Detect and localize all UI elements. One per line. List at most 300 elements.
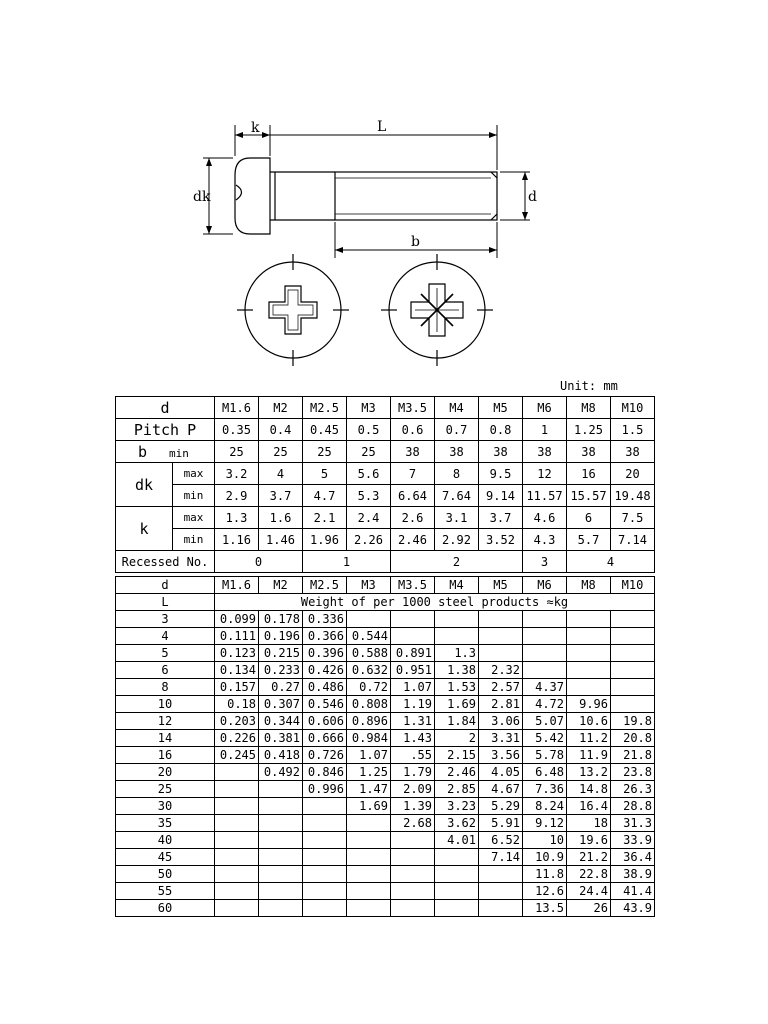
phillips-recess-icon bbox=[237, 254, 349, 366]
table-row bbox=[116, 397, 655, 419]
weight-value: 0.486 bbox=[303, 679, 347, 696]
k-min-value: 1.96 bbox=[303, 529, 347, 551]
size-header: M10 bbox=[611, 397, 655, 419]
table-row bbox=[116, 577, 655, 594]
pitch-value: 0.45 bbox=[303, 419, 347, 441]
weight-value: 3.56 bbox=[479, 747, 523, 764]
b-value: 38 bbox=[435, 441, 479, 463]
weight-value: 0.381 bbox=[259, 730, 303, 747]
table-row bbox=[116, 696, 655, 713]
weight-value: 0.426 bbox=[303, 662, 347, 679]
dk-min-value: 19.48 bbox=[611, 485, 655, 507]
k-min-value: 2.26 bbox=[347, 529, 391, 551]
pitch-symbol: P bbox=[187, 420, 197, 439]
k-min-value: 5.7 bbox=[567, 529, 611, 551]
size-header: M3 bbox=[347, 577, 391, 594]
weight-value bbox=[391, 832, 435, 849]
length-value: 8 bbox=[116, 679, 215, 696]
weight-value bbox=[391, 611, 435, 628]
dk-min-value: 15.57 bbox=[567, 485, 611, 507]
length-value: 16 bbox=[116, 747, 215, 764]
weight-value bbox=[259, 900, 303, 917]
k-max-value: 4.6 bbox=[523, 507, 567, 529]
size-header: M6 bbox=[523, 397, 567, 419]
weight-value bbox=[567, 662, 611, 679]
pitch-value: 0.5 bbox=[347, 419, 391, 441]
weight-value: 18 bbox=[567, 815, 611, 832]
table-row bbox=[116, 713, 655, 730]
weight-value: 0.632 bbox=[347, 662, 391, 679]
k-max-value: 2.6 bbox=[391, 507, 435, 529]
weight-value: 1.79 bbox=[391, 764, 435, 781]
screw-drawing bbox=[115, 100, 655, 385]
length-value: 40 bbox=[116, 832, 215, 849]
header-d: d bbox=[116, 577, 215, 594]
b-value: 25 bbox=[347, 441, 391, 463]
table-row bbox=[116, 485, 655, 507]
size-header: M3 bbox=[347, 397, 391, 419]
table-row bbox=[116, 551, 655, 573]
recessed-value: 1 bbox=[303, 551, 391, 573]
table-row bbox=[116, 441, 655, 463]
recessed-value: 2 bbox=[391, 551, 523, 573]
weight-value bbox=[611, 696, 655, 713]
weight-value: 5.78 bbox=[523, 747, 567, 764]
weight-value bbox=[215, 883, 259, 900]
size-header: M2 bbox=[259, 397, 303, 419]
weight-value: 13.2 bbox=[567, 764, 611, 781]
weight-value: 11.8 bbox=[523, 866, 567, 883]
size-header: M10 bbox=[611, 577, 655, 594]
k-min-value: 4.3 bbox=[523, 529, 567, 551]
weight-value: 0.336 bbox=[303, 611, 347, 628]
b-value: 38 bbox=[567, 441, 611, 463]
weight-value bbox=[303, 832, 347, 849]
weight-value: 1.25 bbox=[347, 764, 391, 781]
weight-value bbox=[567, 645, 611, 662]
weight-value: 0.588 bbox=[347, 645, 391, 662]
k-max-value: 1.3 bbox=[215, 507, 259, 529]
weight-value: 10.9 bbox=[523, 849, 567, 866]
dk-max-value: 4 bbox=[259, 463, 303, 485]
table-row bbox=[116, 883, 655, 900]
weight-value bbox=[215, 900, 259, 917]
weight-value: 14.8 bbox=[567, 781, 611, 798]
weight-value: 4.72 bbox=[523, 696, 567, 713]
dk-max-value: 7 bbox=[391, 463, 435, 485]
weight-value: 0.891 bbox=[391, 645, 435, 662]
dk-max-value: 5 bbox=[303, 463, 347, 485]
weight-value bbox=[347, 883, 391, 900]
weight-value: 13.5 bbox=[523, 900, 567, 917]
weight-value: 16.4 bbox=[567, 798, 611, 815]
weight-value bbox=[259, 781, 303, 798]
table-row bbox=[116, 679, 655, 696]
weight-value: 7.14 bbox=[479, 849, 523, 866]
table-row bbox=[116, 463, 655, 485]
weight-value: 12.6 bbox=[523, 883, 567, 900]
weight-value: 2.81 bbox=[479, 696, 523, 713]
b-value: 38 bbox=[479, 441, 523, 463]
weight-value: 7.36 bbox=[523, 781, 567, 798]
recessed-label: Recessed No. bbox=[116, 551, 215, 573]
pitch-value: 1 bbox=[523, 419, 567, 441]
weight-value bbox=[523, 628, 567, 645]
weight-value: 0.951 bbox=[391, 662, 435, 679]
table-row bbox=[116, 419, 655, 441]
length-value: 35 bbox=[116, 815, 215, 832]
weight-value: 0.996 bbox=[303, 781, 347, 798]
weight-value: 4.01 bbox=[435, 832, 479, 849]
dk-max-value: 3.2 bbox=[215, 463, 259, 485]
weight-value bbox=[391, 883, 435, 900]
weight-value: 1.39 bbox=[391, 798, 435, 815]
size-header: M3.5 bbox=[391, 397, 435, 419]
weight-value: 0.245 bbox=[215, 747, 259, 764]
dk-min-value: 3.7 bbox=[259, 485, 303, 507]
size-header: M1.6 bbox=[215, 577, 259, 594]
weight-value: 1.07 bbox=[391, 679, 435, 696]
weight-value: 38.9 bbox=[611, 866, 655, 883]
weight-value: 1.53 bbox=[435, 679, 479, 696]
weight-value: 5.07 bbox=[523, 713, 567, 730]
weight-value: 0.606 bbox=[303, 713, 347, 730]
k-min-value: 1.16 bbox=[215, 529, 259, 551]
weight-value bbox=[391, 866, 435, 883]
weight-value bbox=[567, 679, 611, 696]
weight-value bbox=[611, 645, 655, 662]
weight-value: 20.8 bbox=[611, 730, 655, 747]
length-value: 4 bbox=[116, 628, 215, 645]
k-max-value: 2.1 bbox=[303, 507, 347, 529]
table-row bbox=[116, 611, 655, 628]
weight-value bbox=[347, 849, 391, 866]
weight-value bbox=[435, 611, 479, 628]
dk-label: dk bbox=[116, 463, 173, 507]
weight-value: 3.06 bbox=[479, 713, 523, 730]
dk-max-value: 8 bbox=[435, 463, 479, 485]
weight-value bbox=[479, 628, 523, 645]
k-min-value: 2.46 bbox=[391, 529, 435, 551]
weight-value bbox=[391, 900, 435, 917]
weight-value bbox=[611, 679, 655, 696]
weight-value: 1.19 bbox=[391, 696, 435, 713]
weight-value: 3.31 bbox=[479, 730, 523, 747]
size-header: M6 bbox=[523, 577, 567, 594]
k-max-value: 6 bbox=[567, 507, 611, 529]
weight-value: 43.9 bbox=[611, 900, 655, 917]
weight-value bbox=[215, 798, 259, 815]
table-row bbox=[116, 662, 655, 679]
weight-value: 10.6 bbox=[567, 713, 611, 730]
b-min-label bbox=[116, 441, 215, 463]
b-label: b bbox=[138, 442, 148, 461]
size-header: M4 bbox=[435, 397, 479, 419]
weight-value: 19.6 bbox=[567, 832, 611, 849]
size-header: M2.5 bbox=[303, 397, 347, 419]
weight-value bbox=[303, 866, 347, 883]
table-row bbox=[116, 529, 655, 551]
weight-value bbox=[215, 815, 259, 832]
table-row bbox=[116, 900, 655, 917]
weight-caption: Weight of per 1000 steel products ≈kg bbox=[215, 594, 655, 611]
weight-value: 28.8 bbox=[611, 798, 655, 815]
length-value: 6 bbox=[116, 662, 215, 679]
weight-value: 4.05 bbox=[479, 764, 523, 781]
weight-value: 3.62 bbox=[435, 815, 479, 832]
weight-value: 1.43 bbox=[391, 730, 435, 747]
length-value: 12 bbox=[116, 713, 215, 730]
size-header: M4 bbox=[435, 577, 479, 594]
weight-value: 0.846 bbox=[303, 764, 347, 781]
weight-value: 0.27 bbox=[259, 679, 303, 696]
weight-value: 2.32 bbox=[479, 662, 523, 679]
weight-value bbox=[391, 849, 435, 866]
recessed-value: 3 bbox=[523, 551, 567, 573]
pitch-value: 0.7 bbox=[435, 419, 479, 441]
weight-value: 0.099 bbox=[215, 611, 259, 628]
pitch-value: 0.6 bbox=[391, 419, 435, 441]
b-label: b bbox=[411, 234, 420, 250]
weight-value bbox=[303, 798, 347, 815]
k-min-label: min bbox=[173, 529, 215, 551]
weight-value: 0.226 bbox=[215, 730, 259, 747]
weight-value bbox=[347, 866, 391, 883]
weight-value: 8.24 bbox=[523, 798, 567, 815]
weight-value: 21.2 bbox=[567, 849, 611, 866]
recessed-value: 0 bbox=[215, 551, 303, 573]
recessed-value: 4 bbox=[567, 551, 655, 573]
k-max-label: max bbox=[173, 507, 215, 529]
weight-value bbox=[435, 866, 479, 883]
weight-value bbox=[435, 900, 479, 917]
weight-value: 19.8 bbox=[611, 713, 655, 730]
weight-value: 0.492 bbox=[259, 764, 303, 781]
weight-value bbox=[611, 628, 655, 645]
weight-value: 2.15 bbox=[435, 747, 479, 764]
size-header: M8 bbox=[567, 397, 611, 419]
weight-value bbox=[479, 645, 523, 662]
table-row bbox=[116, 849, 655, 866]
weight-value: 23.8 bbox=[611, 764, 655, 781]
pitch-label-text: Pitch bbox=[133, 420, 180, 439]
weight-value: 2.57 bbox=[479, 679, 523, 696]
length-value: 55 bbox=[116, 883, 215, 900]
table-row bbox=[116, 866, 655, 883]
weight-value bbox=[259, 866, 303, 883]
weight-value: 0.344 bbox=[259, 713, 303, 730]
table-row bbox=[116, 730, 655, 747]
table-row bbox=[116, 628, 655, 645]
weight-value: 4.67 bbox=[479, 781, 523, 798]
dk-min-label: min bbox=[173, 485, 215, 507]
weight-value: 0.546 bbox=[303, 696, 347, 713]
weight-value: 0.72 bbox=[347, 679, 391, 696]
weight-value bbox=[259, 798, 303, 815]
pozidriv-recess-icon bbox=[381, 254, 493, 366]
k-min-value: 2.92 bbox=[435, 529, 479, 551]
weight-value: 0.307 bbox=[259, 696, 303, 713]
weight-value bbox=[215, 832, 259, 849]
weight-value: 1.07 bbox=[347, 747, 391, 764]
size-header: M1.6 bbox=[215, 397, 259, 419]
table-row bbox=[116, 507, 655, 529]
weight-value bbox=[215, 866, 259, 883]
weight-value bbox=[215, 764, 259, 781]
k-max-value: 2.4 bbox=[347, 507, 391, 529]
weight-value bbox=[479, 866, 523, 883]
weight-value: 11.9 bbox=[567, 747, 611, 764]
length-value: 3 bbox=[116, 611, 215, 628]
table-row bbox=[116, 764, 655, 781]
length-value: 5 bbox=[116, 645, 215, 662]
weight-value: 2.46 bbox=[435, 764, 479, 781]
k-max-value: 3.1 bbox=[435, 507, 479, 529]
dk-label: dk bbox=[193, 189, 211, 205]
weight-value: 36.4 bbox=[611, 849, 655, 866]
b-value: 25 bbox=[303, 441, 347, 463]
weight-value: 10 bbox=[523, 832, 567, 849]
weight-value: 0.134 bbox=[215, 662, 259, 679]
pitch-value: 1.5 bbox=[611, 419, 655, 441]
table-row bbox=[116, 747, 655, 764]
dimensions-table bbox=[115, 396, 655, 573]
dk-min-value: 7.64 bbox=[435, 485, 479, 507]
length-value: 45 bbox=[116, 849, 215, 866]
weight-value bbox=[347, 900, 391, 917]
weight-value: 33.9 bbox=[611, 832, 655, 849]
weight-value bbox=[259, 849, 303, 866]
weight-value: 5.29 bbox=[479, 798, 523, 815]
weight-value: 0.215 bbox=[259, 645, 303, 662]
weight-value bbox=[303, 883, 347, 900]
weight-value: 2 bbox=[435, 730, 479, 747]
weight-value: 9.96 bbox=[567, 696, 611, 713]
weight-value bbox=[347, 832, 391, 849]
k-label: k bbox=[251, 120, 260, 136]
pitch-label bbox=[116, 419, 215, 441]
weight-value bbox=[303, 849, 347, 866]
weight-value: 0.196 bbox=[259, 628, 303, 645]
weight-value: 31.3 bbox=[611, 815, 655, 832]
table-row bbox=[116, 594, 655, 611]
d-label: d bbox=[528, 189, 537, 205]
weight-value: 0.544 bbox=[347, 628, 391, 645]
weight-value: 9.12 bbox=[523, 815, 567, 832]
weight-value bbox=[259, 883, 303, 900]
weight-value bbox=[523, 645, 567, 662]
weight-table bbox=[115, 576, 655, 917]
L-label: L bbox=[377, 119, 387, 135]
k-min-value: 3.52 bbox=[479, 529, 523, 551]
b-value: 25 bbox=[215, 441, 259, 463]
pitch-value: 0.4 bbox=[259, 419, 303, 441]
weight-value bbox=[215, 781, 259, 798]
table-row bbox=[116, 798, 655, 815]
weight-value: 0.18 bbox=[215, 696, 259, 713]
weight-value: 2.85 bbox=[435, 781, 479, 798]
size-header: M2.5 bbox=[303, 577, 347, 594]
length-value: 25 bbox=[116, 781, 215, 798]
weight-value: 1.47 bbox=[347, 781, 391, 798]
weight-value: 1.38 bbox=[435, 662, 479, 679]
k-min-value: 7.14 bbox=[611, 529, 655, 551]
k-label: k bbox=[116, 507, 173, 551]
pitch-value: 1.25 bbox=[567, 419, 611, 441]
weight-value: 5.42 bbox=[523, 730, 567, 747]
weight-value: 22.8 bbox=[567, 866, 611, 883]
dk-min-value: 5.3 bbox=[347, 485, 391, 507]
weight-value bbox=[523, 662, 567, 679]
weight-value bbox=[479, 900, 523, 917]
b-value: 38 bbox=[611, 441, 655, 463]
weight-value: 0.157 bbox=[215, 679, 259, 696]
size-header: M8 bbox=[567, 577, 611, 594]
weight-value: 2.68 bbox=[391, 815, 435, 832]
pitch-value: 0.35 bbox=[215, 419, 259, 441]
weight-value bbox=[523, 611, 567, 628]
weight-value: 0.418 bbox=[259, 747, 303, 764]
dk-max-value: 5.6 bbox=[347, 463, 391, 485]
dk-max-value: 16 bbox=[567, 463, 611, 485]
weight-value bbox=[435, 883, 479, 900]
dk-min-value: 2.9 bbox=[215, 485, 259, 507]
size-header: M3.5 bbox=[391, 577, 435, 594]
table-row bbox=[116, 645, 655, 662]
k-min-value: 1.46 bbox=[259, 529, 303, 551]
weight-value bbox=[259, 832, 303, 849]
dk-max-value: 20 bbox=[611, 463, 655, 485]
weight-value: .55 bbox=[391, 747, 435, 764]
weight-value: 1.3 bbox=[435, 645, 479, 662]
dk-max-label: max bbox=[173, 463, 215, 485]
weight-value bbox=[479, 611, 523, 628]
weight-value: 0.203 bbox=[215, 713, 259, 730]
weight-value bbox=[479, 883, 523, 900]
weight-value: 0.123 bbox=[215, 645, 259, 662]
weight-value: 4.37 bbox=[523, 679, 567, 696]
length-value: 14 bbox=[116, 730, 215, 747]
weight-value bbox=[215, 849, 259, 866]
dk-min-value: 6.64 bbox=[391, 485, 435, 507]
weight-value bbox=[259, 815, 303, 832]
weight-value: 24.4 bbox=[567, 883, 611, 900]
dk-min-value: 9.14 bbox=[479, 485, 523, 507]
weight-value: 1.69 bbox=[435, 696, 479, 713]
b-sub-label: min bbox=[169, 446, 189, 460]
weight-value bbox=[567, 628, 611, 645]
header-d: d bbox=[116, 397, 215, 419]
weight-value: 26 bbox=[567, 900, 611, 917]
weight-value: 0.984 bbox=[347, 730, 391, 747]
size-header: M5 bbox=[479, 577, 523, 594]
k-max-value: 1.6 bbox=[259, 507, 303, 529]
weight-value: 0.808 bbox=[347, 696, 391, 713]
dk-max-value: 9.5 bbox=[479, 463, 523, 485]
weight-value: 0.111 bbox=[215, 628, 259, 645]
weight-value: 0.396 bbox=[303, 645, 347, 662]
table-row bbox=[116, 815, 655, 832]
weight-value bbox=[435, 849, 479, 866]
weight-value: 1.69 bbox=[347, 798, 391, 815]
weight-value: 1.31 bbox=[391, 713, 435, 730]
weight-value: 0.896 bbox=[347, 713, 391, 730]
dk-min-value: 4.7 bbox=[303, 485, 347, 507]
weight-value: 2.09 bbox=[391, 781, 435, 798]
weight-value bbox=[611, 611, 655, 628]
weight-value bbox=[611, 662, 655, 679]
weight-value bbox=[303, 900, 347, 917]
